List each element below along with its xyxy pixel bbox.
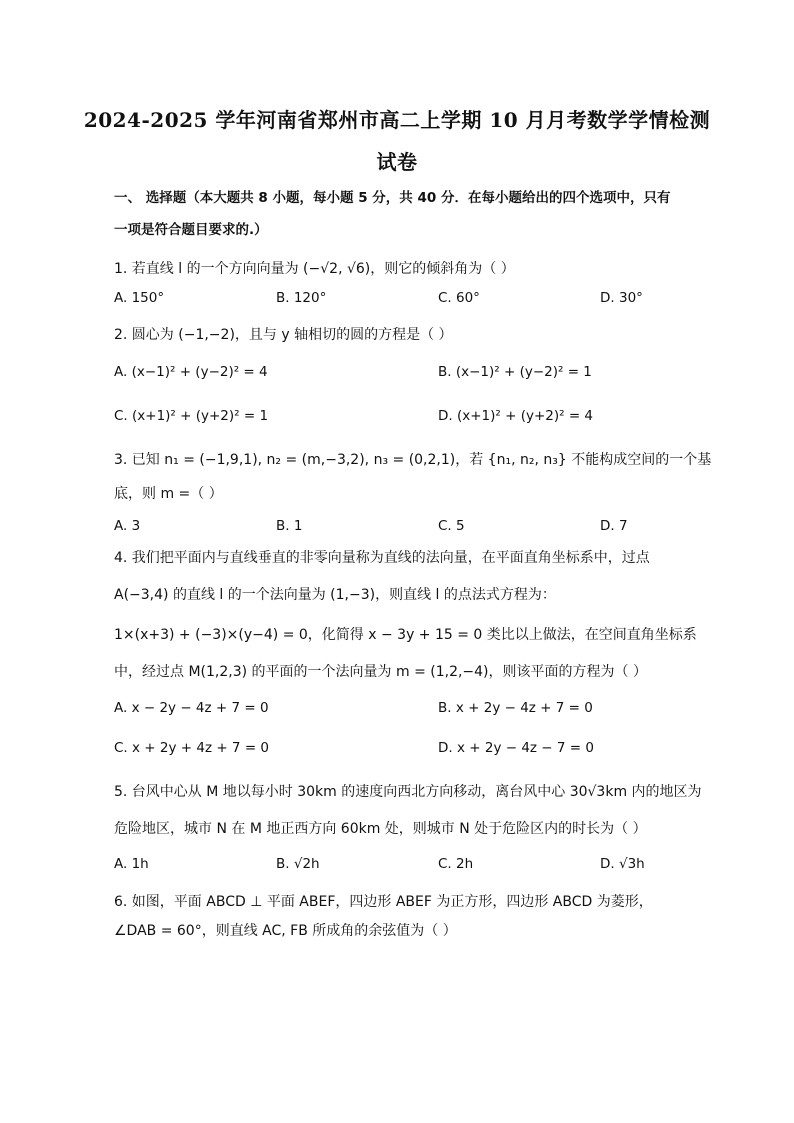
question-2-stem: 2. 圆心为 (−1,−2)，且与 y 轴相切的圆的方程是（ ） xyxy=(114,327,453,343)
question-4-option-d: D. x + 2y − 4z − 7 = 0 xyxy=(438,740,594,756)
question-5-option-c: C. 2h xyxy=(438,856,474,872)
question-4-stem-line4: 中，经过点 M(1,2,3) 的平面的一个法向量为 m = (1,2,−4)，则该平面的方程为（ ） xyxy=(114,664,647,680)
question-3-option-b: B. 1 xyxy=(276,518,303,534)
question-5-stem-line1: 5. 台风中心从 M 地以每小时 30km 的速度向西北方向移动，离台风中心 30√3km 内的地区为 xyxy=(114,784,702,800)
question-4-stem-line3: 1×(x+3) + (−3)×(y−4) = 0，化简得 x − 3y + 15 = 0 类比以上做法，在空间直角坐标系 xyxy=(114,627,697,643)
exam-title-line2: 试卷 xyxy=(376,150,418,174)
question-5-option-b: B. √2h xyxy=(276,856,320,872)
section-heading-line2: 一项是符合题目要求的.） xyxy=(114,222,268,238)
question-6-stem-line1: 6. 如图，平面 ABCD ⊥ 平面 ABEF，四边形 ABEF 为正方形，四边形 ABCD 为菱形， xyxy=(114,894,653,910)
question-5-option-a: A. 1h xyxy=(114,856,149,872)
question-2-option-a: A. (x−1)² + (y−2)² = 4 xyxy=(114,364,268,380)
question-4-option-a: A. x − 2y − 4z + 7 = 0 xyxy=(114,700,269,716)
question-4-option-b: B. x + 2y − 4z + 7 = 0 xyxy=(438,700,593,716)
question-3-stem-line1: 3. 已知 n₁ = (−1,9,1), n₂ = (m,−3,2), n₃ = (0,2,1)，若 {n₁, n₂, n₃} 不能构成空间的一个基 xyxy=(114,452,712,468)
question-1-option-b: B. 120° xyxy=(276,290,327,306)
question-4-option-c: C. x + 2y + 4z + 7 = 0 xyxy=(114,740,270,756)
question-1-option-c: C. 60° xyxy=(438,290,480,306)
question-3-stem-line2: 底，则 m =（ ） xyxy=(114,486,223,502)
question-3-option-d: D. 7 xyxy=(600,518,628,534)
question-1-stem: 1. 若直线 l 的一个方向向量为 (−√2, √6)，则它的倾斜角为（ ） xyxy=(114,261,515,277)
section-heading-line1: 一、 选择题（本大题共 8 小题，每小题 5 分，共 40 分．在每小题给出的四个选项中，只有 xyxy=(114,190,671,206)
question-5-stem-line2: 危险地区，城市 N 在 M 地正西方向 60km 处，则城市 N 处于危险区内的时长为（ ） xyxy=(114,821,647,837)
question-4-stem-line2: A(−3,4) 的直线 l 的一个法向量为 (1,−3)，则直线 l 的点法式方程为： xyxy=(114,587,556,603)
question-1-option-d: D. 30° xyxy=(600,290,643,306)
question-2-option-c: C. (x+1)² + (y+2)² = 1 xyxy=(114,408,269,424)
question-6-stem-line2: ∠DAB = 60°，则直线 AC, FB 所成角的余弦值为（ ） xyxy=(114,923,457,939)
question-3-option-a: A. 3 xyxy=(114,518,141,534)
question-2-option-d: D. (x+1)² + (y+2)² = 4 xyxy=(438,408,594,424)
question-4-stem-line1: 4. 我们把平面内与直线垂直的非零向量称为直线的法向量，在平面直角坐标系中，过点 xyxy=(114,550,650,566)
question-2-option-b: B. (x−1)² + (y−2)² = 1 xyxy=(438,364,592,380)
question-1-option-a: A. 150° xyxy=(114,290,165,306)
exam-title-line1: 2024-2025 学年河南省郑州市高二上学期 10 月月考数学学情检测 xyxy=(83,108,711,132)
question-3-option-c: C. 5 xyxy=(438,518,465,534)
question-5-option-d: D. √3h xyxy=(600,856,645,872)
